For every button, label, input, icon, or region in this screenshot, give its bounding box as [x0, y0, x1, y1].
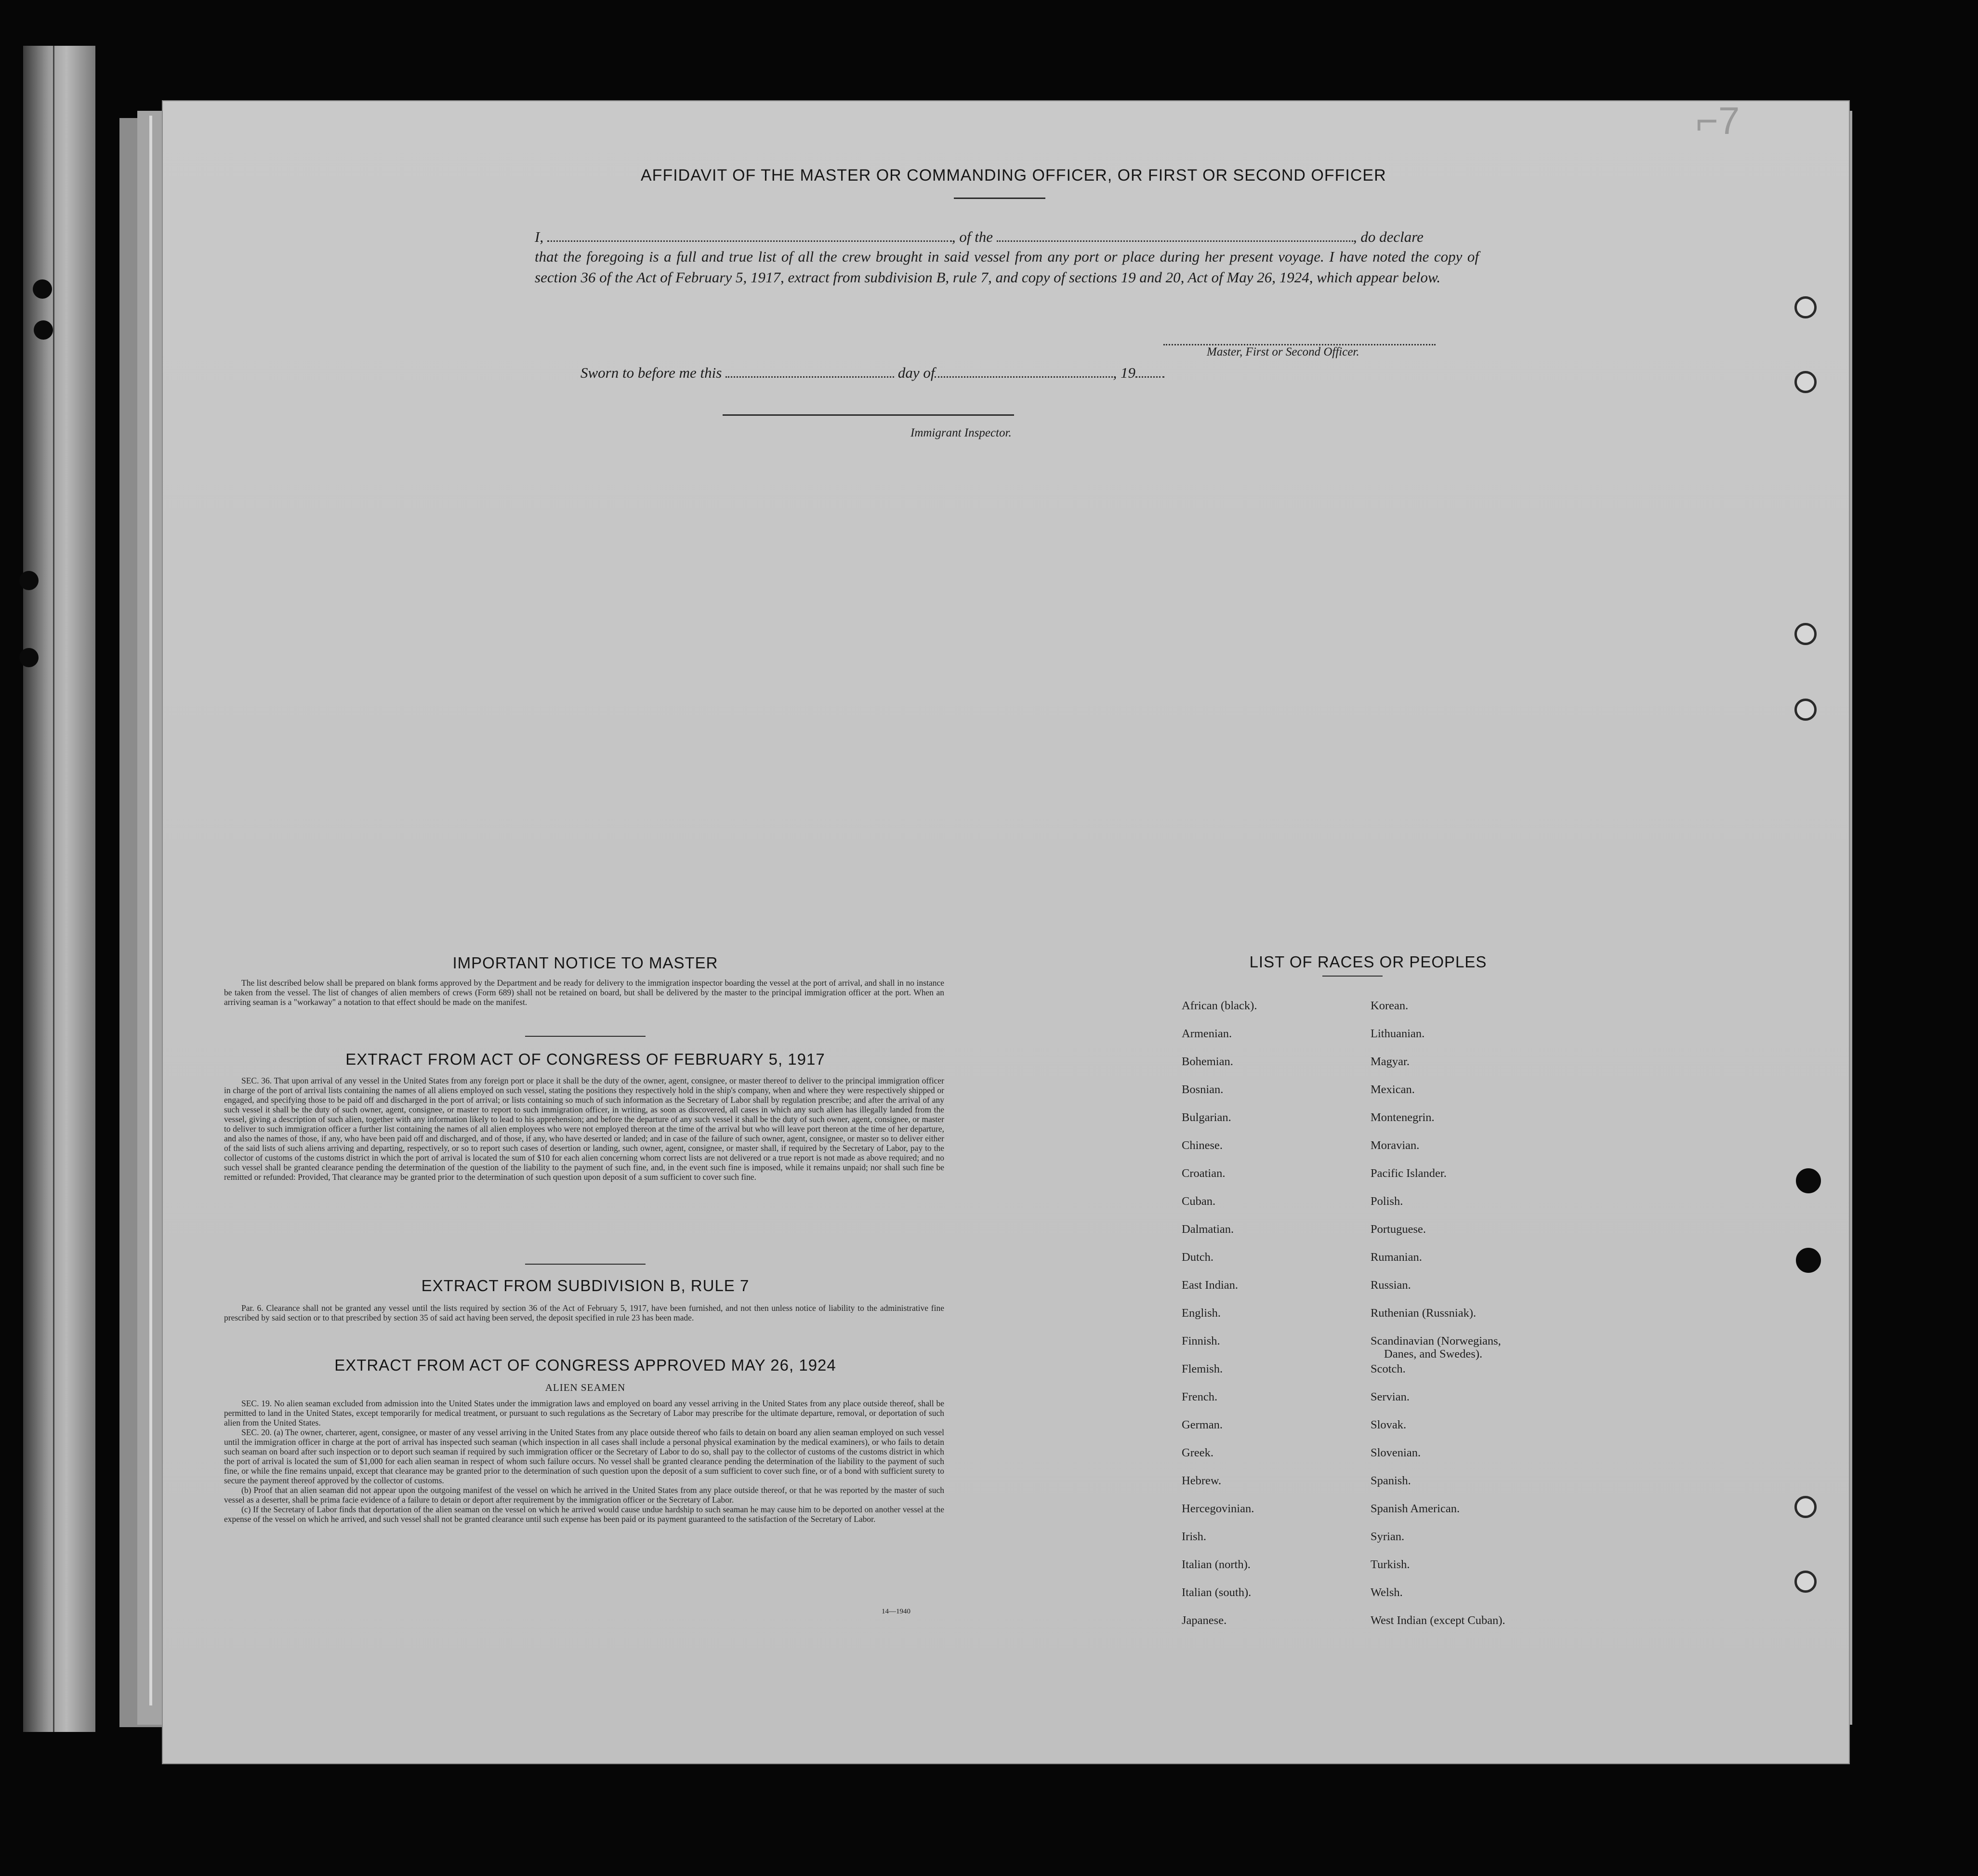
binding-hole: [33, 279, 52, 299]
extract-1924-title: EXTRACT FROM ACT OF CONGRESS APPROVED MAY 26, 1924: [334, 1356, 836, 1374]
race-item: Turkish.: [1371, 1558, 1410, 1571]
race-item: Flemish.: [1182, 1362, 1223, 1375]
punch-hole: [1794, 699, 1817, 721]
race-item: Scandinavian (Norwegians,: [1371, 1334, 1501, 1348]
race-item: Irish.: [1182, 1530, 1207, 1543]
declaration-i: I,: [535, 228, 544, 245]
sec20b-paragraph: (b) Proof that an alien seaman did not appear upon the outgoing manifest of the vessel on which he arrived in the United States from any place outside thereof, or that he was reported by the master of such vessel as a deserter, shall be prima facie evidence of a failure to detain or deport after requirement by the immigration officer or the Secretary of Labor.: [224, 1485, 944, 1505]
race-item: Servian.: [1371, 1390, 1410, 1403]
sec20c-paragraph: (c) If the Secretary of Labor finds that deportation of the alien seaman on the vessel on which he arrived would cause undue hardship to such seaman he may cause him to be deported on another vessel at the expense of the vessel on which he arrived, and such vessel shall not be granted clearance until such expense has been paid or its payment guaranteed to the satisfaction of the Secretary of Labor.: [224, 1505, 944, 1524]
declaration-of-the: , of the: [951, 228, 993, 245]
section-rule: [525, 1264, 646, 1265]
notice-title: IMPORTANT NOTICE TO MASTER: [452, 954, 718, 972]
race-item: Spanish.: [1371, 1474, 1411, 1487]
race-item: Armenian.: [1182, 1027, 1232, 1040]
title-rule: [1322, 976, 1383, 977]
race-item: English.: [1182, 1307, 1221, 1320]
race-item: East Indian.: [1182, 1279, 1239, 1292]
title-rule: [954, 198, 1045, 199]
binding-hole: [34, 320, 53, 340]
race-item: Polish.: [1371, 1195, 1403, 1208]
punch-hole: [1796, 1168, 1821, 1193]
rule7-paragraph: Par. 6. Clearance shall not be granted any vessel until the lists required by section 36 of the Act of February 5, 1917, have been furnished, and not then unless notice of liability to the administrative fine prescribed by said section or to that prescribed by section 35 of said act having been served, the deposit specified in rule 23 has been made.: [224, 1303, 944, 1322]
inspector-signature-line: [723, 414, 1014, 416]
race-item: Russian.: [1371, 1279, 1411, 1292]
race-item: Bosnian.: [1182, 1083, 1224, 1096]
binding-rule: [53, 46, 54, 1732]
race-item: Chinese.: [1182, 1139, 1223, 1152]
race-item: Italian (north).: [1182, 1558, 1251, 1571]
races-title: LIST OF RACES OR PEOPLES: [1249, 953, 1487, 971]
master-signature-label: Master, First or Second Officer.: [1207, 345, 1359, 358]
race-item: Syrian.: [1371, 1530, 1405, 1543]
sworn-year: , 19: [1113, 364, 1135, 381]
rule7-title: EXTRACT FROM SUBDIVISION B, RULE 7: [421, 1277, 750, 1295]
race-item: French.: [1182, 1390, 1218, 1403]
sworn-line: [580, 362, 1255, 383]
race-item: Hercegovinian.: [1182, 1502, 1254, 1515]
affidavit-body: that the foregoing is a full and true list of all the crew brought in said vessel from any port or place during her present voyage. I have noted the copy of section 36 of the Act of February 5, 1917, extract from subdivision B, rule 7, and copy of sections 19 and 20, Act of May 26, 1924, which appear below.: [535, 248, 1479, 286]
punch-hole: [1794, 296, 1817, 318]
binding-hole: [19, 571, 39, 590]
sec20a-paragraph: SEC. 20. (a) The owner, charterer, agent, consignee, or master of any vessel arriving in the United States from any place outside thereof who fails to detain on board any alien seaman employed on such vessel until the immigration officer in charge at the port of arrival has inspected such seaman (which inspection in all cases shall include a personal physical examination by the medical examiners), or who fails to detain such seaman on board after such inspection or to deport such seaman if required by such immigration officer or the Secretary of Labor to do so, shall pay to the collector of customs of the customs district in which the port of arrival is located the sum of $1,000 for each alien seaman in respect of whom such failure occurs. No vessel shall be granted clearance pending the determination of the liability to the payment of such fine, or while the fine remains unpaid, except that clearance may be granted prior to the determination of such question upon the deposit of a sum sufficient to cover such fine, or of a bond with sufficient surety to secure the payment thereof approved by the collector of customs.: [224, 1427, 944, 1485]
sworn-month-blank: [935, 366, 1113, 378]
race-item: Ruthenian (Russniak).: [1371, 1307, 1477, 1320]
binding-strip: [23, 46, 95, 1732]
alien-seamen-heading: ALIEN SEAMEN: [545, 1382, 626, 1393]
extract-1924-text: [224, 1399, 944, 1524]
sworn-year-blank: [1135, 366, 1164, 378]
punch-hole: [1794, 1571, 1817, 1593]
race-item: Spanish American.: [1371, 1502, 1460, 1515]
race-item: Korean.: [1371, 999, 1409, 1012]
race-item: Finnish.: [1182, 1334, 1220, 1348]
race-item: Slovak.: [1371, 1418, 1407, 1431]
extract-1917-title: EXTRACT FROM ACT OF CONGRESS OF FEBRUARY 5, 1917: [345, 1050, 825, 1068]
race-item: Bulgarian.: [1182, 1111, 1231, 1124]
race-item: German.: [1182, 1418, 1223, 1431]
race-item: Cuban.: [1182, 1195, 1216, 1208]
sheet-edge: [149, 116, 152, 1705]
race-item: Lithuanian.: [1371, 1027, 1425, 1040]
race-item: Rumanian.: [1371, 1251, 1422, 1264]
vessel-blank: [997, 230, 1353, 242]
race-item: Danes, and Swedes).: [1384, 1348, 1483, 1361]
race-item: Dutch.: [1182, 1251, 1213, 1264]
race-item: West Indian (except Cuban).: [1371, 1614, 1505, 1627]
race-item: Italian (south).: [1182, 1586, 1252, 1599]
race-item: Moravian.: [1371, 1139, 1420, 1152]
race-item: Bohemian.: [1182, 1055, 1233, 1068]
race-item: Japanese.: [1182, 1614, 1227, 1627]
race-item: Montenegrin.: [1371, 1111, 1435, 1124]
race-item: Scotch.: [1371, 1362, 1406, 1375]
inspector-signature-label: Immigrant Inspector.: [910, 426, 1012, 439]
corner-mark: ⌐7: [1696, 99, 1740, 142]
affidavit-title: AFFIDAVIT OF THE MASTER OR COMMANDING OFFICER, OR FIRST OR SECOND OFFICER: [641, 166, 1386, 185]
punch-hole: [1794, 1496, 1817, 1518]
affidavit-declaration-line: [535, 226, 1474, 247]
notice-paragraph: The list described below shall be prepared on blank forms approved by the Department and be ready for delivery to the immigration inspector boarding the vessel at the port of arrival, and shall in no instance be taken from the vessel. The list of changes of alien members of crews (Form 689) shall not be retained on board, but shall be delivered by the master to the principal immigration officer at the port. When an arriving seaman is a "workaway" a notation to that effect should be made on the manifest.: [224, 978, 944, 1007]
race-item: Croatian.: [1182, 1167, 1226, 1180]
race-item: Portuguese.: [1371, 1223, 1426, 1236]
declaration-do-declare: , do declare: [1353, 228, 1424, 245]
notice-text: [224, 978, 944, 1007]
race-item: Hebrew.: [1182, 1474, 1222, 1487]
race-item: Dalmatian.: [1182, 1223, 1234, 1236]
race-item: Greek.: [1182, 1446, 1213, 1459]
sworn-day-blank: [725, 366, 894, 378]
sec19-paragraph: SEC. 19. No alien seaman excluded from admission into the United States under the immigration laws and employed on board any vessel arriving in the United States from any place outside thereof, shall be permitted to land in the United States, except temporarily for medical treatment, or pursuant to such regulations as the Secretary of Labor may prescribe for the ultimate departure, removal, or deportation of such alien from the United States.: [224, 1399, 944, 1427]
race-item: Magyar.: [1371, 1055, 1410, 1068]
race-item: Mexican.: [1371, 1083, 1415, 1096]
punch-hole: [1794, 623, 1817, 645]
binding-hole: [19, 648, 39, 667]
race-item: Pacific Islander.: [1371, 1167, 1447, 1180]
name-blank: [547, 230, 952, 242]
punch-hole: [1796, 1248, 1821, 1273]
sworn-text: Sworn to before me this: [580, 364, 722, 381]
race-item: African (black).: [1182, 999, 1257, 1012]
section-rule: [525, 1036, 646, 1037]
rule7-text: [224, 1303, 944, 1322]
extract-1917-text: [224, 1076, 944, 1182]
race-item: Welsh.: [1371, 1586, 1403, 1599]
punch-hole: [1794, 371, 1817, 393]
form-number: 14—1940: [882, 1608, 910, 1615]
sworn-day-of: day of: [897, 364, 935, 381]
extract-1917-paragraph: SEC. 36. That upon arrival of any vessel in the United States from any foreign port or place it shall be the duty of the owner, agent, consignee, or master thereof to deliver to the principal immigration officer in charge of the port of arrival lists containing the names of all aliens employed on such vessel, stating the positions they respectively hold in the ship's company, when and where they were respectively shipped or engaged, and specifying those to be paid off and discharged in the port of arrival; or lists containing so much of such information as the Secretary of Labor shall by regulation prescribe; and after the arrival of any such vessel it shall be the duty of such owner, agent, consignee, or master to report to such immigration officer, in writing, as soon as discovered, all cases in which any such alien has illegally landed from the vessel, giving a description of such alien, together with any information likely to lead to his apprehension; and before the departure of any such vessel it shall be the duty of such owner, agent, consignee, or master to deliver to such immigration officer a further list containing the names of all alien employees who were not employed thereon at the time of the arrival but who will leave port thereon at the time of her departure, and also the names of those, if any, who have been paid off and discharged, and of those, if any, who have deserted or landed; and in case of the failure of such owner, agent, consignee, or master so to deliver either of the said lists of such aliens arriving and departing, respectively, or so to report such cases of desertion or landing, such owner, agent, consignee, or master shall, if required by the Secretary of Labor, pay to the collector of customs of the customs district in which the port of arrival is located the sum of $10 for each alien concerning whom correct lists are not delivered or a true report is not made as above required; and no such vessel shall be granted clearance pending the determination of the question of the liability to the payment of such fine, and, in the event such fine is imposed, while it remains unpaid; nor shall such fine be remitted or refunded: Provided, That clearance may be granted prior to the determination of such question upon deposit of a sum sufficient to cover such fine.: [224, 1076, 944, 1182]
race-item: Slovenian.: [1371, 1446, 1421, 1459]
